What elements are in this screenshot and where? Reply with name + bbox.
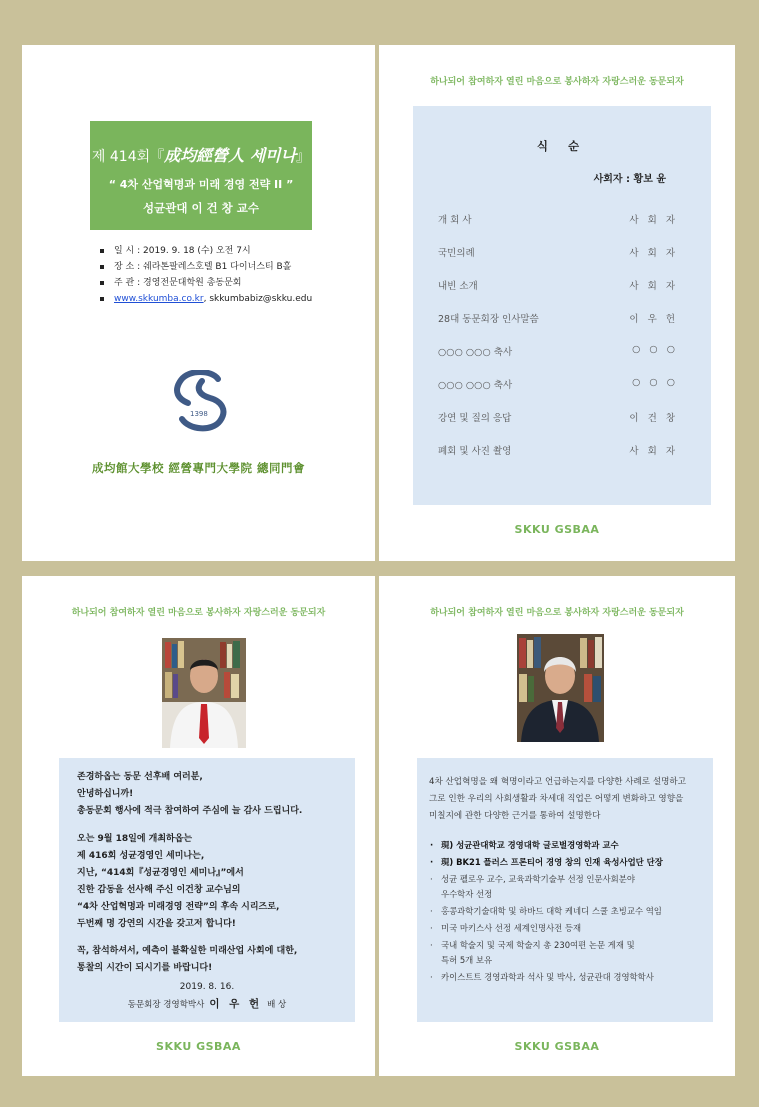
program-box [413,106,711,505]
letter-date: 2019. 8. 16. [179,982,235,992]
contact-email: , skkumbabiz@skku.edu [203,294,313,304]
greeting-letter [59,758,355,1022]
seminar-title-box [90,121,312,230]
footer-brand: SKKU GSBAA [514,1040,600,1053]
career-item: · 現) 성균관대학교 경영대학 글로벌경영학과 교수 [429,838,663,853]
letter-line: “4차 산업혁명과 미래경영 전략”의 후속 시리즈로, [77,902,280,912]
event-venue: 장 소 : 쉐라톤팔레스호텔 B1 다이너스티 B홀 [100,262,365,273]
letter-line: 지난, “414회『성균경영인 세미나』”에서 [77,868,244,878]
chairman-photo [162,638,246,748]
motto: 하나되어 참여하자 열린 마음으로 봉사하자 자랑스러운 동문되자 [430,608,684,618]
program-row: 폐회 및 사진 촬영 사 회 자 [438,446,678,457]
seminar-title-calligraphy: 成均經營人 세미나 [164,146,297,165]
letter-signature: 동문회장 경영학박사 이 우 헌 배 상 [127,998,287,1010]
letter-line: 존경하옵는 동문 선후배 여러분, [77,772,203,782]
event-info-list [100,246,365,310]
lecture-summary: 4차 산업혁명을 왜 혁명이라고 언급하는지를 다양한 사례로 설명하고 그로 인한 우리의 사회생활과 차세대 직업은 어떻게 변화하고 영향을 미칠지에 관한 다양한 근거를 통하여 설명한다 [429,777,687,821]
motto: 하나되어 참여하자 열린 마음으로 봉사하자 자랑스러운 동문되자 [71,608,326,618]
speaker-bio-page [379,576,735,1076]
program-page [379,45,735,561]
footer-brand: SKKU GSBAA [514,523,600,536]
program-title: 식 순 [536,139,588,153]
event-organizer: 주 관 : 경영전문대학원 총동문회 [100,278,365,289]
career-item: · 성균 펠로우 교수, 교육과학기술부 선정 인문사회분야 우수학자 선정 [429,872,663,902]
letter-line: 진한 감동을 선사해 주신 이건창 교수님의 [77,885,241,895]
program-row: 개 회 사 사 회 자 [438,215,678,226]
footer-brand: SKKU GSBAA [156,1040,241,1053]
speaker-bio [417,758,713,1022]
career-item: · 홍콩과학기술대학 및 하바드 대학 케네디 스쿨 초빙교수 역임 [429,904,663,919]
website-link[interactable]: www.skkumba.co.kr [114,294,204,304]
career-item: · 現) BK21 플러스 프론티어 경영 창의 인재 육성사업단 단장 [429,855,663,870]
program-row: 내빈 소개 사 회 자 [438,281,678,292]
letter-line: 안녕하십니까! [77,789,134,799]
seminar-subtitle: “ 4차 산업혁명과 미래 경영 전략 II ” [108,178,294,191]
letter-page [22,576,375,1076]
seminar-speaker: 성균관대 이 건 창 교수 [143,201,259,215]
letter-line: 통찰의 시간이 되시기를 바랍니다! [77,963,213,973]
motto: 하나되어 참여하자 열린 마음으로 봉사하자 자랑스러운 동문되자 [430,77,684,87]
speaker-photo [517,634,604,742]
speaker-career-list [429,838,663,987]
program-row: ○○○ ○○○ 축사 ○ ○ ○ [438,377,678,391]
letter-line: 총동문회 행사에 적극 참여하여 주심에 늘 감사 드립니다. [77,806,303,816]
association-name: 成均館大學校 經營專門大學院 總同門會 [91,461,305,475]
program-row: 강연 및 질의 응답 이 건 창 [438,413,678,424]
program-mc: 사회자 : 황보 윤 [593,174,666,185]
program-row: 국민의례 사 회 자 [438,248,678,259]
event-date: 일 시 : 2019. 9. 18 (수) 오전 7시 [100,246,365,257]
career-item: · 카이스트트 경영과학과 석사 및 박사, 성균관대 경영학학사 [429,970,663,985]
letter-line: 꼭, 참석하셔서, 예측이 불확실한 미래산업 사회에 대한, [77,946,298,956]
program-row: 28대 동문회장 인사말씀 이 우 헌 [438,314,678,325]
event-contact [100,294,365,305]
seminar-title: 제 414회『成均經營人 세미나』 [91,146,311,165]
university-logo-icon [172,370,228,432]
career-item: · 미국 마키스사 선정 세계인명사전 등재 [429,921,663,936]
career-item: · 국내 학술지 및 국제 학술지 총 230여편 논문 게재 및 특허 5개 보유 [429,938,663,968]
cover-page [22,45,375,561]
letter-line: 오는 9월 18일에 개최하옵는 [77,834,193,844]
letter-line: 두번째 명 강연의 시간을 갖고저 합니다! [77,919,236,929]
logo-year: 1398 [190,410,208,418]
letter-line: 제 416회 성균경영인 세미나는, [77,851,205,861]
program-row: ○○○ ○○○ 축사 ○ ○ ○ [438,344,678,358]
signer-name: 이 우 헌 [209,998,263,1010]
